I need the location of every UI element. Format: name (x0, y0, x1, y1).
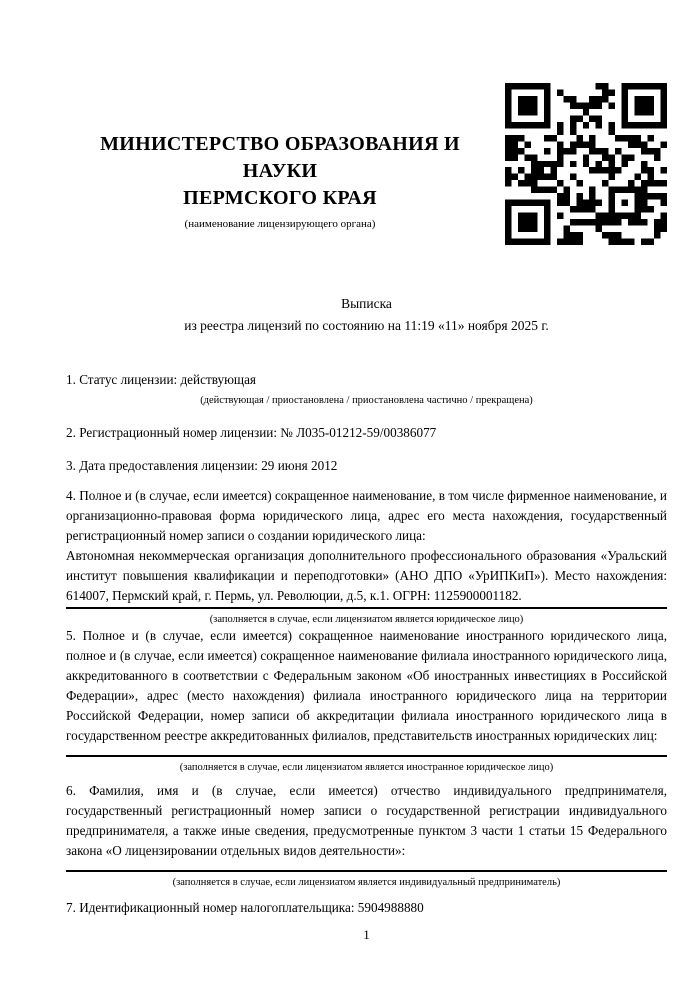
document-title-line1: Выписка (341, 296, 392, 311)
document-title-line2: из реестра лицензий по состоянию на 11:19 «11» ноября 2025 г. (184, 318, 549, 333)
grant-date-text: 3. Дата предоставления лицензии: 29 июня 2012 (66, 458, 338, 473)
ministry-name-line2: ПЕРМСКОГО КРАЯ (183, 187, 377, 209)
license-status-text: 1. Статус лицензии: действующая (66, 372, 257, 387)
qr-code (505, 83, 667, 245)
foreign-entity-prompt: 5. Полное и (в случае, если имеется) сокращенное наименование иностранного юридического лица, полное и (в случае, если имеется) сокращенное наименование филиала иностранного юридического лица, аккредитованного в соответствии с Федеральным законом «Об иностранных инвестициях в Российской Федерации», адрес (место нахождения) филиала иностранного юридического лица на территории Российской Федерации, номер записи об аккредитации филиала иностранного юридического лица в государственном реестре аккредитованных филиалов, представительств иностранных юридических лиц: (66, 628, 667, 743)
foreign-entity-blank-field (66, 746, 667, 757)
ministry-name-line1: МИНИСТЕРСТВО ОБРАЗОВАНИЯ И НАУКИ (100, 133, 460, 182)
legal-entity-value: Автономная некоммерческая организация дополнительного профессионального образования «Уральский институт повышения квалификации и переподготовки» (АНО ДПО «УрИПКиП»). Место нахождения: 614007, Пермский край, г. Пермь, ул. Революции, д.5, к.1. ОГРН: 1125900001182. (66, 546, 667, 609)
legal-entity-prompt: 4. Полное и (в случае, если имеется) сокращенное наименование, в том числе фирменное наименование, и организационно-правовая форма юридического лица, адрес его места нахождения, государственный регистрационный номер записи о создании юридического лица: (66, 488, 667, 543)
item-registration-number (66, 423, 667, 443)
page-number: 1 (363, 927, 370, 942)
entrepreneur-caption: (заполняется в случае, если лицензиатом является индивидуальный предприниматель) (172, 877, 561, 888)
taxpayer-id-text: 7. Идентификационный номер налогоплательщика: 5904988880 (66, 900, 424, 915)
item-entrepreneur (66, 781, 667, 890)
foreign-entity-caption: (заполняется в случае, если лицензиатом является иностранное юридическое лицо) (179, 762, 554, 773)
licensing-authority-caption: (наименование лицензирующего органа) (184, 218, 376, 230)
item-grant-date (66, 456, 667, 476)
registration-number-text: 2. Регистрационный номер лицензии: № Л035-01212-59/00386077 (66, 425, 437, 440)
entrepreneur-prompt: 6. Фамилия, имя и (в случае, если имеется) отчество индивидуального предпринимателя, государственный регистрационный номер записи о государственной регистрации индивидуального предпринимателя, а также иные сведения, предусмотренные пунктом 3 части 1 статьи 15 Федерального закона «О лицензировании отдельных видов деятельности»: (66, 783, 667, 858)
document-title (66, 293, 667, 337)
entrepreneur-blank-field (66, 861, 667, 872)
item-taxpayer-id (66, 898, 667, 918)
ministry-header (66, 131, 494, 231)
license-status-options-caption: (действующая / приостановлена / приостановлена частично / прекращена) (200, 395, 533, 406)
item-legal-entity (66, 486, 667, 627)
legal-entity-caption: (заполняется в случае, если лицензиатом является юридическое лицо) (209, 614, 524, 625)
item-license-status (66, 370, 667, 408)
item-foreign-entity (66, 626, 667, 775)
